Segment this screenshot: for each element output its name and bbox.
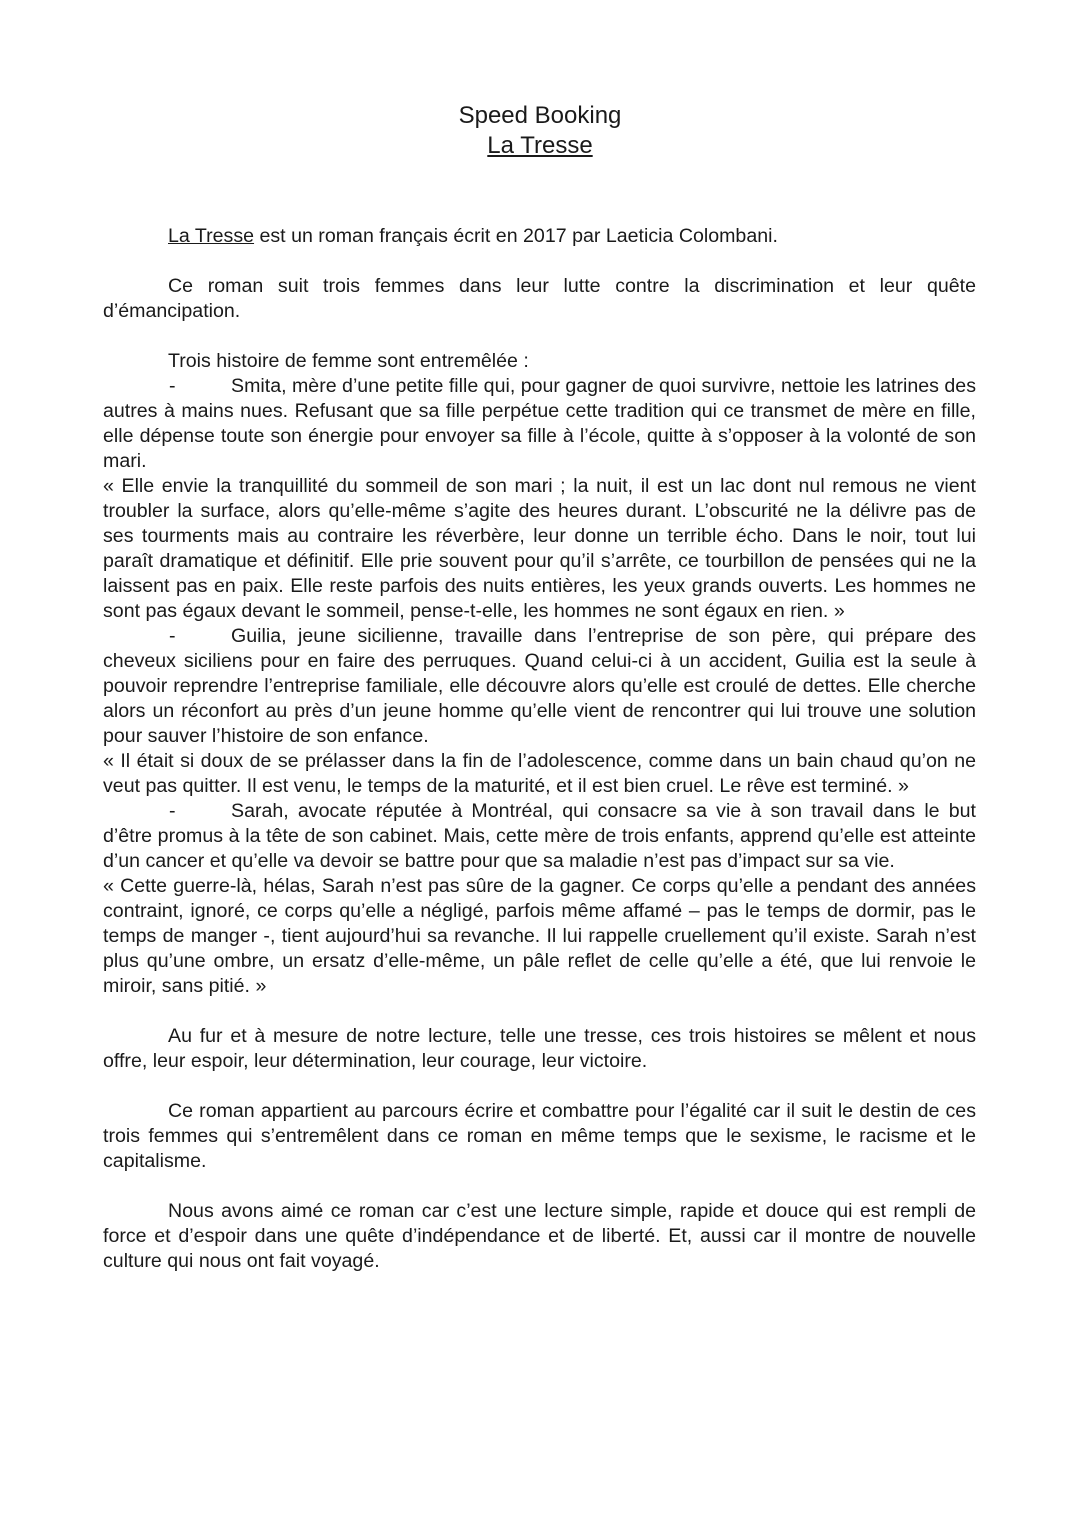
story-summary-smita	[103, 374, 976, 474]
story-summary-guilia	[103, 624, 976, 749]
intro-text: est un roman français écrit en 2017 par Laeticia Colombani.	[254, 225, 778, 247]
story-quote-guilia: « Il était si doux de se prélasser dans la fin de l’adolescence, comme dans un bain chaud qu’on ne veut pas quitter. Il est venu, le temps de la maturité, et il est bien cruel. Le rêve est terminé. »	[103, 750, 976, 797]
reading-paragraph: Au fur et à mesure de notre lecture, telle une tresse, ces trois histoires se mêlent et nous offre, leur espoir, leur détermination, leur courage, leur victoire.	[103, 1025, 976, 1072]
document-title: Speed Booking	[458, 102, 622, 129]
intro-paragraph	[103, 224, 976, 249]
list-dash: -	[169, 800, 176, 822]
story-quote-smita: « Elle envie la tranquillité du sommeil de son mari ; la nuit, il est un lac dont nul remous ne vient troubler la surface, alors qu’elle-même s’agite des heures durant. L’obscurité ne la délivre pas de ses tourments mais au contraire les réverbère, leur donne un terrible écho. Dans le noir, tout lui paraît dramatique et définitif. Elle prie souvent pour qu’il s’arrête, ce tourbillon de pensées qui ne la laissent pas en paix. Elle reste parfois des nuits entières, les yeux grands ouverts. Les hommes ne sont pas égaux devant le sommeil, pense-t-elle, les hommes ne sont égaux en rien. »	[103, 475, 976, 622]
story-summary-text: Guilia, jeune sicilienne, travaille dans l’entreprise de son père, qui prépare des cheveux siciliens pour en faire des perruques. Quand celui-ci à un accident, Guilia est la seule à pouvoir reprendre l’entreprise familiale, elle découvre alors qu’elle est croulé de dettes. Elle cherche alors un réconfort au près d’un jeune homme qu’elle vient de rencontrer qui lui trouve une solution pour sauver l’histoire de son enfance.	[103, 625, 976, 747]
story-summary-text: Smita, mère d’une petite fille qui, pour gagner de quoi survivre, nettoie les latrines des autres à mains nues. Refusant que sa fille perpétue cette tradition qui ce transmet de mère en fille, elle dépense toute son énergie pour envoyer sa fille à l’école, quitte à s’opposer à la volonté de son mari.	[103, 375, 976, 472]
list-heading: Trois histoire de femme sont entremêlée :	[168, 350, 529, 372]
list-dash: -	[169, 375, 176, 397]
book-title-link: La Tresse	[168, 225, 255, 247]
story-summary-text: Sarah, avocate réputée à Montréal, qui consacre sa vie à son travail dans le but d’être promus à la tête de son cabinet. Mais, cette mère de trois enfants, apprend qu’elle est atteinte d’un cancer et qu’elle va devoir se battre pour que sa maladie n’est pas d’impact sur sa vie.	[103, 800, 976, 872]
story-quote-sarah: « Cette guerre-là, hélas, Sarah n’est pas sûre de la gagner. Ce corps qu’elle a pendant des années contraint, ignoré, ce corps qu’elle a négligé, parfois même affamé – pas le temps de dormir, pas le temps de manger -, tient aujourd’hui sa revanche. Il lui rappelle cruellement qu’il existe. Sarah n’est plus qu’une ombre, un ersatz d’elle-même, un pâle reflet de celle qu’elle a été, que lui renvoie le miroir, sans pitié. »	[103, 875, 976, 997]
document-body	[103, 224, 976, 1274]
parcours-paragraph: Ce roman appartient au parcours écrire et combattre pour l’égalité car il suit le destin de ces trois femmes qui s’entremêlent dans ce roman en même temps que le sexisme, le racisme et le capitalisme.	[103, 1100, 976, 1172]
story-summary-sarah	[103, 799, 976, 874]
document-header	[0, 101, 1080, 161]
list-dash: -	[169, 625, 176, 647]
document-subtitle: La Tresse	[487, 132, 593, 159]
opinion-paragraph: Nous avons aimé ce roman car c’est une lecture simple, rapide et douce qui est rempli de force et d’espoir dans une quête d’indépendance et de liberté. Et, aussi car il montre de nouvelle culture qui nous ont fait voyagé.	[103, 1200, 976, 1272]
theme-paragraph: Ce roman suit trois femmes dans leur lutte contre la discrimination et leur quête d’émancipation.	[103, 275, 976, 322]
